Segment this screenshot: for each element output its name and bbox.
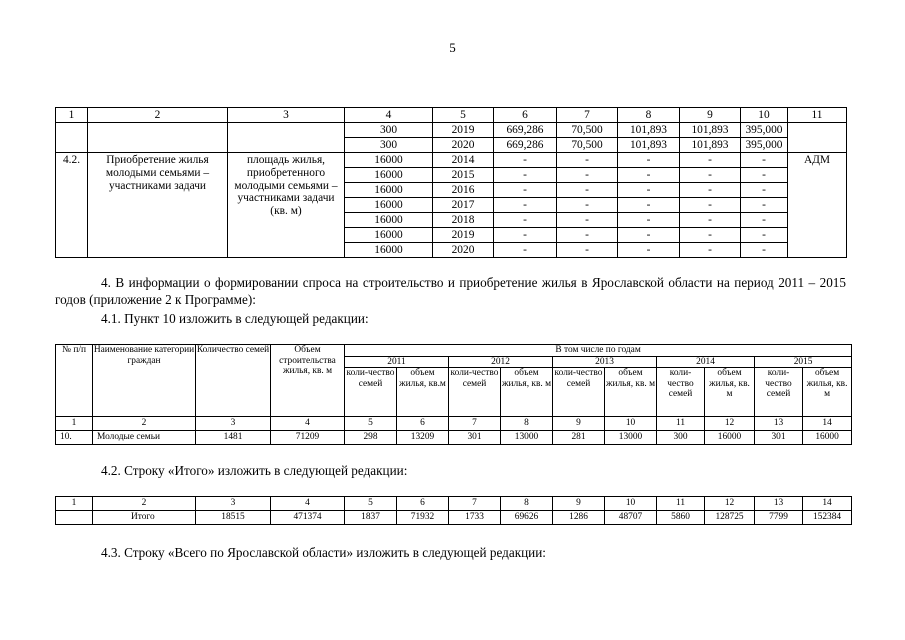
cell: 16000 <box>803 431 852 445</box>
item-number: 4.2. <box>56 153 88 258</box>
sub-header: коли-чество семей <box>345 368 397 417</box>
year-header: 2015 <box>755 356 852 368</box>
sub-header: коли-чество семей <box>657 368 705 417</box>
header-cell: Объем строительства жилья, кв. м <box>271 345 345 417</box>
cell: - <box>618 243 680 258</box>
cell: 2017 <box>433 198 494 213</box>
column-number: 10 <box>605 417 657 431</box>
cell: 16000 <box>345 198 433 213</box>
cell: 71932 <box>397 511 449 525</box>
cell: - <box>680 198 741 213</box>
cell: 2018 <box>433 213 494 228</box>
cell: 301 <box>449 431 501 445</box>
cell: 101,893 <box>618 138 680 153</box>
cell: 471374 <box>271 511 345 525</box>
table3-total-row <box>56 511 852 525</box>
cell: - <box>741 198 788 213</box>
cell: 16000 <box>345 153 433 168</box>
sub-header: коли-чество семей <box>553 368 605 417</box>
header-cell: № п/п <box>56 345 93 417</box>
column-number: 4 <box>271 497 345 511</box>
cell: 16000 <box>345 213 433 228</box>
cell: 2016 <box>433 183 494 198</box>
header-cell: 7 <box>557 108 618 123</box>
cell: 395,000 <box>741 123 788 138</box>
cell: - <box>557 153 618 168</box>
cell: - <box>741 213 788 228</box>
cell: 2020 <box>433 138 494 153</box>
cell: - <box>618 168 680 183</box>
total-label: Итого <box>93 511 196 525</box>
column-number: 9 <box>553 497 605 511</box>
cell: - <box>494 213 557 228</box>
item-indicator: площадь жилья, приобретенного молодыми семьями – участниками задачи (кв. м) <box>228 153 345 258</box>
cell: 298 <box>345 431 397 445</box>
cell: 300 <box>345 138 433 153</box>
cell <box>56 511 93 525</box>
cell: - <box>680 228 741 243</box>
cell: - <box>618 153 680 168</box>
cell: 70,500 <box>557 138 618 153</box>
cell: - <box>618 213 680 228</box>
program-indicators-table <box>55 107 847 258</box>
cell: - <box>494 243 557 258</box>
header-cell: 8 <box>618 108 680 123</box>
cell: - <box>741 228 788 243</box>
header-cell: 6 <box>494 108 557 123</box>
column-number: 6 <box>397 497 449 511</box>
table2-row <box>56 431 852 445</box>
cell: 18515 <box>196 511 271 525</box>
header-cell: 11 <box>788 108 847 123</box>
table2-numbers-row <box>56 417 852 431</box>
cell: - <box>557 243 618 258</box>
year-header: 2014 <box>657 356 755 368</box>
cell: 300 <box>657 431 705 445</box>
year-header: 2011 <box>345 356 449 368</box>
cell: Молодые семьи <box>93 431 196 445</box>
column-number: 11 <box>657 497 705 511</box>
column-number: 2 <box>93 497 196 511</box>
header-cell: 2 <box>88 108 228 123</box>
cell: - <box>557 228 618 243</box>
header-cell: 5 <box>433 108 494 123</box>
cell: 7799 <box>755 511 803 525</box>
column-number: 9 <box>553 417 605 431</box>
column-number: 3 <box>196 497 271 511</box>
header-cell: 1 <box>56 108 88 123</box>
cell: - <box>494 198 557 213</box>
column-number: 1 <box>56 417 93 431</box>
cell: 16000 <box>345 183 433 198</box>
column-number: 8 <box>501 497 553 511</box>
cell: - <box>680 168 741 183</box>
cell: 2019 <box>433 228 494 243</box>
cell: 669,286 <box>494 123 557 138</box>
cell: - <box>557 168 618 183</box>
column-number: 10 <box>605 497 657 511</box>
column-number: 4 <box>271 417 345 431</box>
cell: - <box>680 183 741 198</box>
cell: - <box>741 183 788 198</box>
empty-cell <box>88 123 228 153</box>
empty-cell <box>788 123 847 153</box>
column-number: 14 <box>803 417 852 431</box>
cell: - <box>494 153 557 168</box>
page-number: 5 <box>449 40 456 55</box>
paragraph-4-3: 4.3. Строку «Всего по Ярославской области» изложить в следующей редакции: <box>101 545 546 560</box>
cell: 101,893 <box>618 123 680 138</box>
cell: 69626 <box>501 511 553 525</box>
cell: 152384 <box>803 511 852 525</box>
cell: 1481 <box>196 431 271 445</box>
column-number: 1 <box>56 497 93 511</box>
cell: 16000 <box>345 168 433 183</box>
cell: - <box>618 198 680 213</box>
column-number: 13 <box>755 497 803 511</box>
column-number: 5 <box>345 417 397 431</box>
item-name: Приобретение жилья молодыми семьями – участниками задачи <box>88 153 228 258</box>
cell: 48707 <box>605 511 657 525</box>
cell: 128725 <box>705 511 755 525</box>
cell: - <box>494 168 557 183</box>
cell: 2020 <box>433 243 494 258</box>
year-header: 2013 <box>553 356 657 368</box>
cell: 2019 <box>433 123 494 138</box>
cell: 1733 <box>449 511 501 525</box>
column-number: 6 <box>397 417 449 431</box>
table1-header-row <box>56 108 847 123</box>
cell: 5860 <box>657 511 705 525</box>
paragraph-4-1: 4.1. Пункт 10 изложить в следующей редакции: <box>101 311 369 326</box>
cell: - <box>680 213 741 228</box>
cell: 395,000 <box>741 138 788 153</box>
header-cell: 10 <box>741 108 788 123</box>
header-cell: 3 <box>228 108 345 123</box>
cell: 10. <box>56 431 93 445</box>
column-number: 14 <box>803 497 852 511</box>
cell: 1286 <box>553 511 605 525</box>
cell: - <box>741 243 788 258</box>
cell: 300 <box>345 123 433 138</box>
housing-demand-table <box>55 344 852 445</box>
empty-cell <box>228 123 345 153</box>
cell: - <box>557 183 618 198</box>
cell: - <box>494 228 557 243</box>
cell: 101,893 <box>680 123 741 138</box>
header-cell: В том числе по годам <box>345 345 852 357</box>
header-cell: Количество семей <box>196 345 271 417</box>
cell: 13000 <box>605 431 657 445</box>
sub-header: объем жилья, кв. м <box>501 368 553 417</box>
sub-header: коли-чество семей <box>755 368 803 417</box>
cell: 16000 <box>705 431 755 445</box>
column-number: 12 <box>705 497 755 511</box>
column-number: 5 <box>345 497 397 511</box>
cell: - <box>557 213 618 228</box>
empty-cell <box>56 123 88 153</box>
cell: - <box>618 183 680 198</box>
table1-row <box>56 123 847 138</box>
cell: - <box>680 243 741 258</box>
cell: 2015 <box>433 168 494 183</box>
year-header: 2012 <box>449 356 553 368</box>
cell: 669,286 <box>494 138 557 153</box>
sub-header: объем жилья, кв. м <box>803 368 852 417</box>
column-number: 2 <box>93 417 196 431</box>
cell: 13209 <box>397 431 449 445</box>
sub-header: коли-чество семей <box>449 368 501 417</box>
column-number: 12 <box>705 417 755 431</box>
cell: 1837 <box>345 511 397 525</box>
item-executor: АДМ <box>788 153 847 258</box>
table1-row <box>56 153 847 168</box>
cell: - <box>618 228 680 243</box>
header-cell: 4 <box>345 108 433 123</box>
cell: 301 <box>755 431 803 445</box>
header-cell: Наименование категории граждан <box>93 345 196 417</box>
cell: 101,893 <box>680 138 741 153</box>
cell: - <box>680 153 741 168</box>
sub-header: объем жилья, кв. м <box>705 368 755 417</box>
cell: 2014 <box>433 153 494 168</box>
column-number: 8 <box>501 417 553 431</box>
cell: - <box>741 153 788 168</box>
column-number: 13 <box>755 417 803 431</box>
paragraph-4-2: 4.2. Строку «Итого» изложить в следующей редакции: <box>101 463 408 478</box>
cell: 71209 <box>271 431 345 445</box>
column-number: 7 <box>449 497 501 511</box>
total-row-table <box>55 496 852 525</box>
cell: 13000 <box>501 431 553 445</box>
table2-header-row <box>56 345 852 357</box>
cell: 16000 <box>345 243 433 258</box>
cell: 281 <box>553 431 605 445</box>
column-number: 3 <box>196 417 271 431</box>
cell: 70,500 <box>557 123 618 138</box>
cell: - <box>741 168 788 183</box>
column-number: 11 <box>657 417 705 431</box>
sub-header: объем жилья, кв. м <box>605 368 657 417</box>
cell: - <box>494 183 557 198</box>
header-cell: 9 <box>680 108 741 123</box>
cell: - <box>557 198 618 213</box>
table3-numbers-row <box>56 497 852 511</box>
column-number: 7 <box>449 417 501 431</box>
sub-header: объем жилья, кв.м <box>397 368 449 417</box>
cell: 16000 <box>345 228 433 243</box>
paragraph-4: 4. В информации о формировании спроса на строительство и приобретение жилья в Ярославской области на период 2011 – 2015 годов (приложение 2 к Программе): <box>55 275 846 307</box>
